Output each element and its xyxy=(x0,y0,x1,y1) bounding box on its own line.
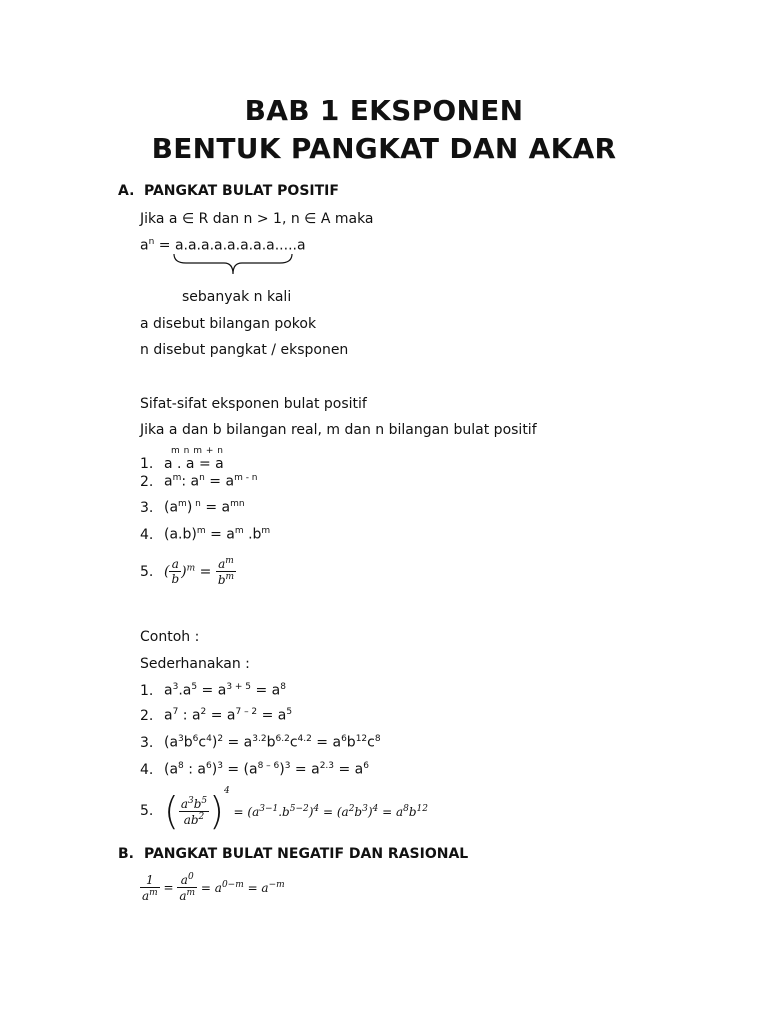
section-b-heading xyxy=(118,846,468,862)
property-1: 1. a . a = a xyxy=(140,456,224,472)
example-5: 5. ( $\frac{a^3b^5}{ab^2}$ )$^4 = (a^{3-1}.b^{5-2})^4 = (a^2b^3)^4 = a^8b^{12}$ xyxy=(140,786,428,833)
property-1-formula: a . a = a xyxy=(164,456,224,472)
properties-intro: Jika a dan b bilangan real, m dan n bilangan bulat positif xyxy=(140,422,537,438)
property-2: 2. $a^m$: $a^n = a^{m - n}$ xyxy=(140,473,258,490)
properties-title: Sifat-sifat eksponen bulat positif xyxy=(140,396,367,412)
intro-line: Jika a ∈ R dan n > 1, n ∈ A maka xyxy=(140,211,374,227)
example-2: 2. $a^7$ : $a^2 = a^{7 - 2} = a^5$ xyxy=(140,707,293,724)
def-base: a xyxy=(140,237,149,254)
property-4: 4. $(a.b)^m = a^m$ $.b^m$ xyxy=(140,526,271,543)
exponent-definition: n disebut pangkat / eksponen xyxy=(140,342,349,358)
section-a-label: A. xyxy=(118,183,135,199)
section-b-title: PANGKAT BULAT NEGATIF DAN RASIONAL xyxy=(144,846,469,862)
example-3: 3. $(a^3b^6c^4)^2 = a^{3.2}b^{6.2}c^{4.2} = a^6b^{12}c^8$ xyxy=(140,734,381,751)
example-1: 1. $a^3.a^5 = a^{3 + 5} = a^8$ xyxy=(140,682,286,699)
base-definition: a disebut bilangan pokok xyxy=(140,316,317,332)
section-b-label: B. xyxy=(118,846,134,862)
example-4: 4. ($a^8$ : $a^6)^3 = (a^{8 - 6})^3 = a^{2.3} = a^6$ xyxy=(140,761,369,778)
section-a-heading xyxy=(118,183,339,199)
property-1-superscripts: m n m + n xyxy=(171,446,224,456)
property-3: 3. $(a^m) ^n = a^{mn}$ xyxy=(140,499,245,516)
example-subtitle: Sederhanakan : xyxy=(140,656,250,672)
title-line-2: BENTUK PANGKAT DAN AKAR xyxy=(151,132,617,165)
negative-exponent-formula: $\frac{1}{a^m}$ = $\frac{a^0}{a^m}$ = $a^{0-m} = a^{-m}$ xyxy=(142,872,285,903)
section-a-title: PANGKAT BULAT POSITIF xyxy=(144,183,339,199)
property-5: 5. ( $\frac{a}{b}$ )$^m$ = $\frac{a^m}{b^m}$ xyxy=(140,556,235,587)
def-exponent: n xyxy=(148,237,155,247)
brace-note: sebanyak n kali xyxy=(182,289,292,305)
example-title: Contoh : xyxy=(140,629,200,645)
title-line-1: BAB 1 EKSPONEN xyxy=(244,94,524,127)
def-product: = a.a.a.a.a.a.a.a.....a xyxy=(154,237,306,254)
curly-brace xyxy=(172,252,294,278)
